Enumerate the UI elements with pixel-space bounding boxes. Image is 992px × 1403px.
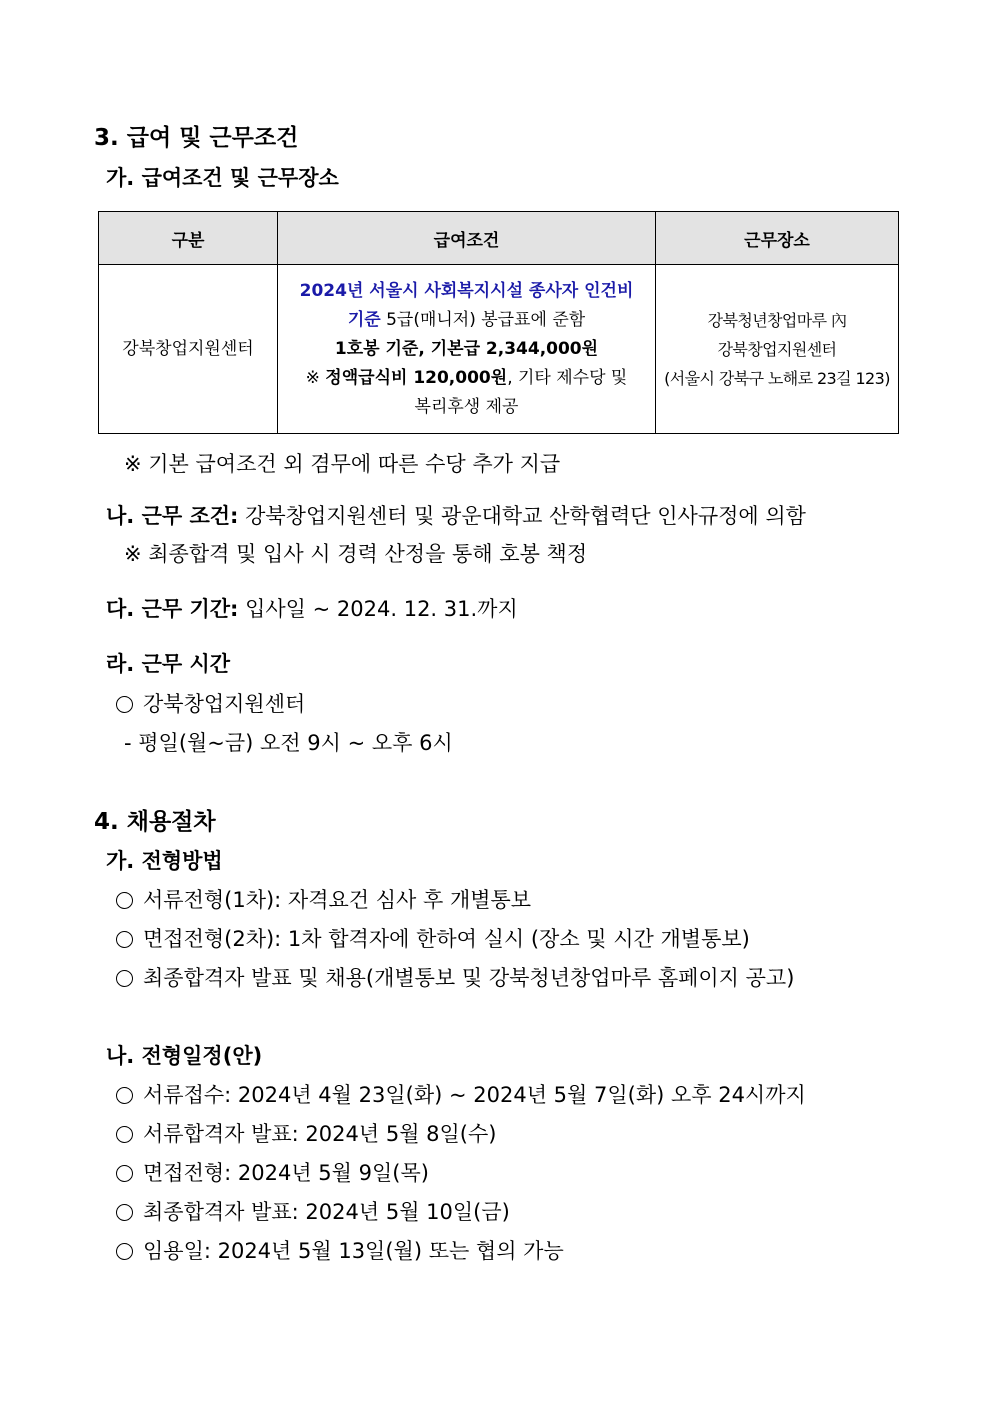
circle-bullet-icon	[116, 970, 133, 987]
section-4-title: 4. 채용절차	[94, 809, 216, 835]
salary-line-4-meal: 정액급식비 120,000원	[325, 367, 508, 388]
selection-method-text: 최종합격자 발표 및 채용(개별통보 및 강북청년창업마루 홈페이지 공고)	[143, 966, 795, 990]
salary-line-4-rest: , 기타 제수당 및	[507, 367, 628, 388]
schedule-item-text: 최종합격자 발표: 2024년 5월 10일(금)	[143, 1200, 510, 1224]
workplace-cell	[656, 265, 899, 434]
schedule-item	[116, 1081, 806, 1109]
pay-grade-note: ※ 최종합격 및 입사 시 경력 산정을 통해 호봉 책정	[124, 542, 588, 566]
circle-bullet-icon	[116, 1087, 133, 1104]
circle-bullet-icon	[116, 892, 133, 909]
salary-line-4-mark: ※	[305, 367, 326, 388]
salary-line-4	[284, 364, 649, 393]
work-period-text: 입사일 ~ 2024. 12. 31.까지	[238, 597, 518, 621]
work-hours-detail: - 평일(월~금) 오전 9시 ~ 오후 6시	[124, 731, 453, 755]
salary-line-5: 복리후생 제공	[414, 396, 519, 417]
section-3-title: 3. 급여 및 근무조건	[94, 125, 299, 151]
salary-table-row	[99, 265, 899, 434]
salary-line-2-rest: 5급(매니저) 봉급표에 준함	[380, 309, 586, 330]
schedule-item	[116, 1198, 510, 1226]
circle-bullet-icon	[116, 1243, 133, 1260]
row-label: 강북창업지원센터	[99, 265, 278, 434]
work-conditions	[106, 502, 806, 530]
circle-bullet-icon	[116, 931, 133, 948]
header-salary: 급여조건	[278, 212, 656, 265]
circle-bullet-icon	[116, 1126, 133, 1143]
selection-method-item	[116, 925, 750, 953]
schedule-item	[116, 1120, 496, 1148]
salary-table	[98, 211, 899, 434]
selection-method-text: 서류전형(1차): 자격요건 심사 후 개별통보	[143, 888, 532, 912]
work-hours-item	[116, 690, 305, 718]
work-hours-title: 라. 근무 시간	[106, 652, 231, 676]
schedule-item-text: 임용일: 2024년 5월 13일(월) 또는 협의 가능	[143, 1239, 564, 1263]
work-period-label: 다. 근무 기간:	[106, 597, 239, 621]
work-period	[106, 595, 518, 623]
selection-method-item	[116, 886, 531, 914]
salary-line-2-basis: 기준	[347, 309, 381, 330]
circle-bullet-icon	[116, 696, 133, 713]
schedule-item	[116, 1237, 564, 1265]
salary-line-2	[284, 306, 649, 335]
circle-bullet-icon	[116, 1204, 133, 1221]
header-workplace: 근무장소	[656, 212, 899, 265]
selection-method-item	[116, 964, 794, 992]
work-conditions-label: 나. 근무 조건:	[106, 504, 239, 528]
workplace-line-1: 강북청년창업마루 內	[707, 310, 847, 330]
workplace-line-2: 강북창업지원센터	[717, 339, 837, 359]
work-conditions-text: 강북창업지원센터 및 광운대학교 산학협력단 인사규정에 의함	[238, 504, 806, 528]
header-category: 구분	[99, 212, 278, 265]
selection-method-title: 가. 전형방법	[106, 849, 223, 873]
allowance-note: ※ 기본 급여조건 외 겸무에 따른 수당 추가 지급	[124, 452, 561, 476]
salary-line-1: 2024년 서울시 사회복지시설 종사자 인건비	[299, 280, 634, 301]
salary-condition-cell	[278, 265, 656, 434]
salary-line-3: 1호봉 기준, 기본급 2,344,000원	[334, 338, 599, 359]
schedule-item-text: 서류접수: 2024년 4월 23일(화) ~ 2024년 5월 7일(화) 오후 24시까지	[143, 1083, 806, 1107]
circle-bullet-icon	[116, 1165, 133, 1182]
section-3-ga-title: 가. 급여조건 및 근무장소	[106, 166, 339, 190]
work-hours-item-text: 강북창업지원센터	[143, 692, 306, 716]
selection-method-text: 면접전형(2차): 1차 합격자에 한하여 실시 (장소 및 시간 개별통보)	[143, 927, 750, 951]
selection-schedule-title: 나. 전형일정(안)	[106, 1044, 263, 1068]
workplace-line-3: (서울시 강북구 노해로 23길 123)	[664, 368, 890, 388]
schedule-item-text: 면접전형: 2024년 5월 9일(목)	[143, 1161, 429, 1185]
schedule-item-text: 서류합격자 발표: 2024년 5월 8일(수)	[143, 1122, 497, 1146]
salary-table-header-row	[99, 212, 899, 265]
schedule-item	[116, 1159, 429, 1187]
